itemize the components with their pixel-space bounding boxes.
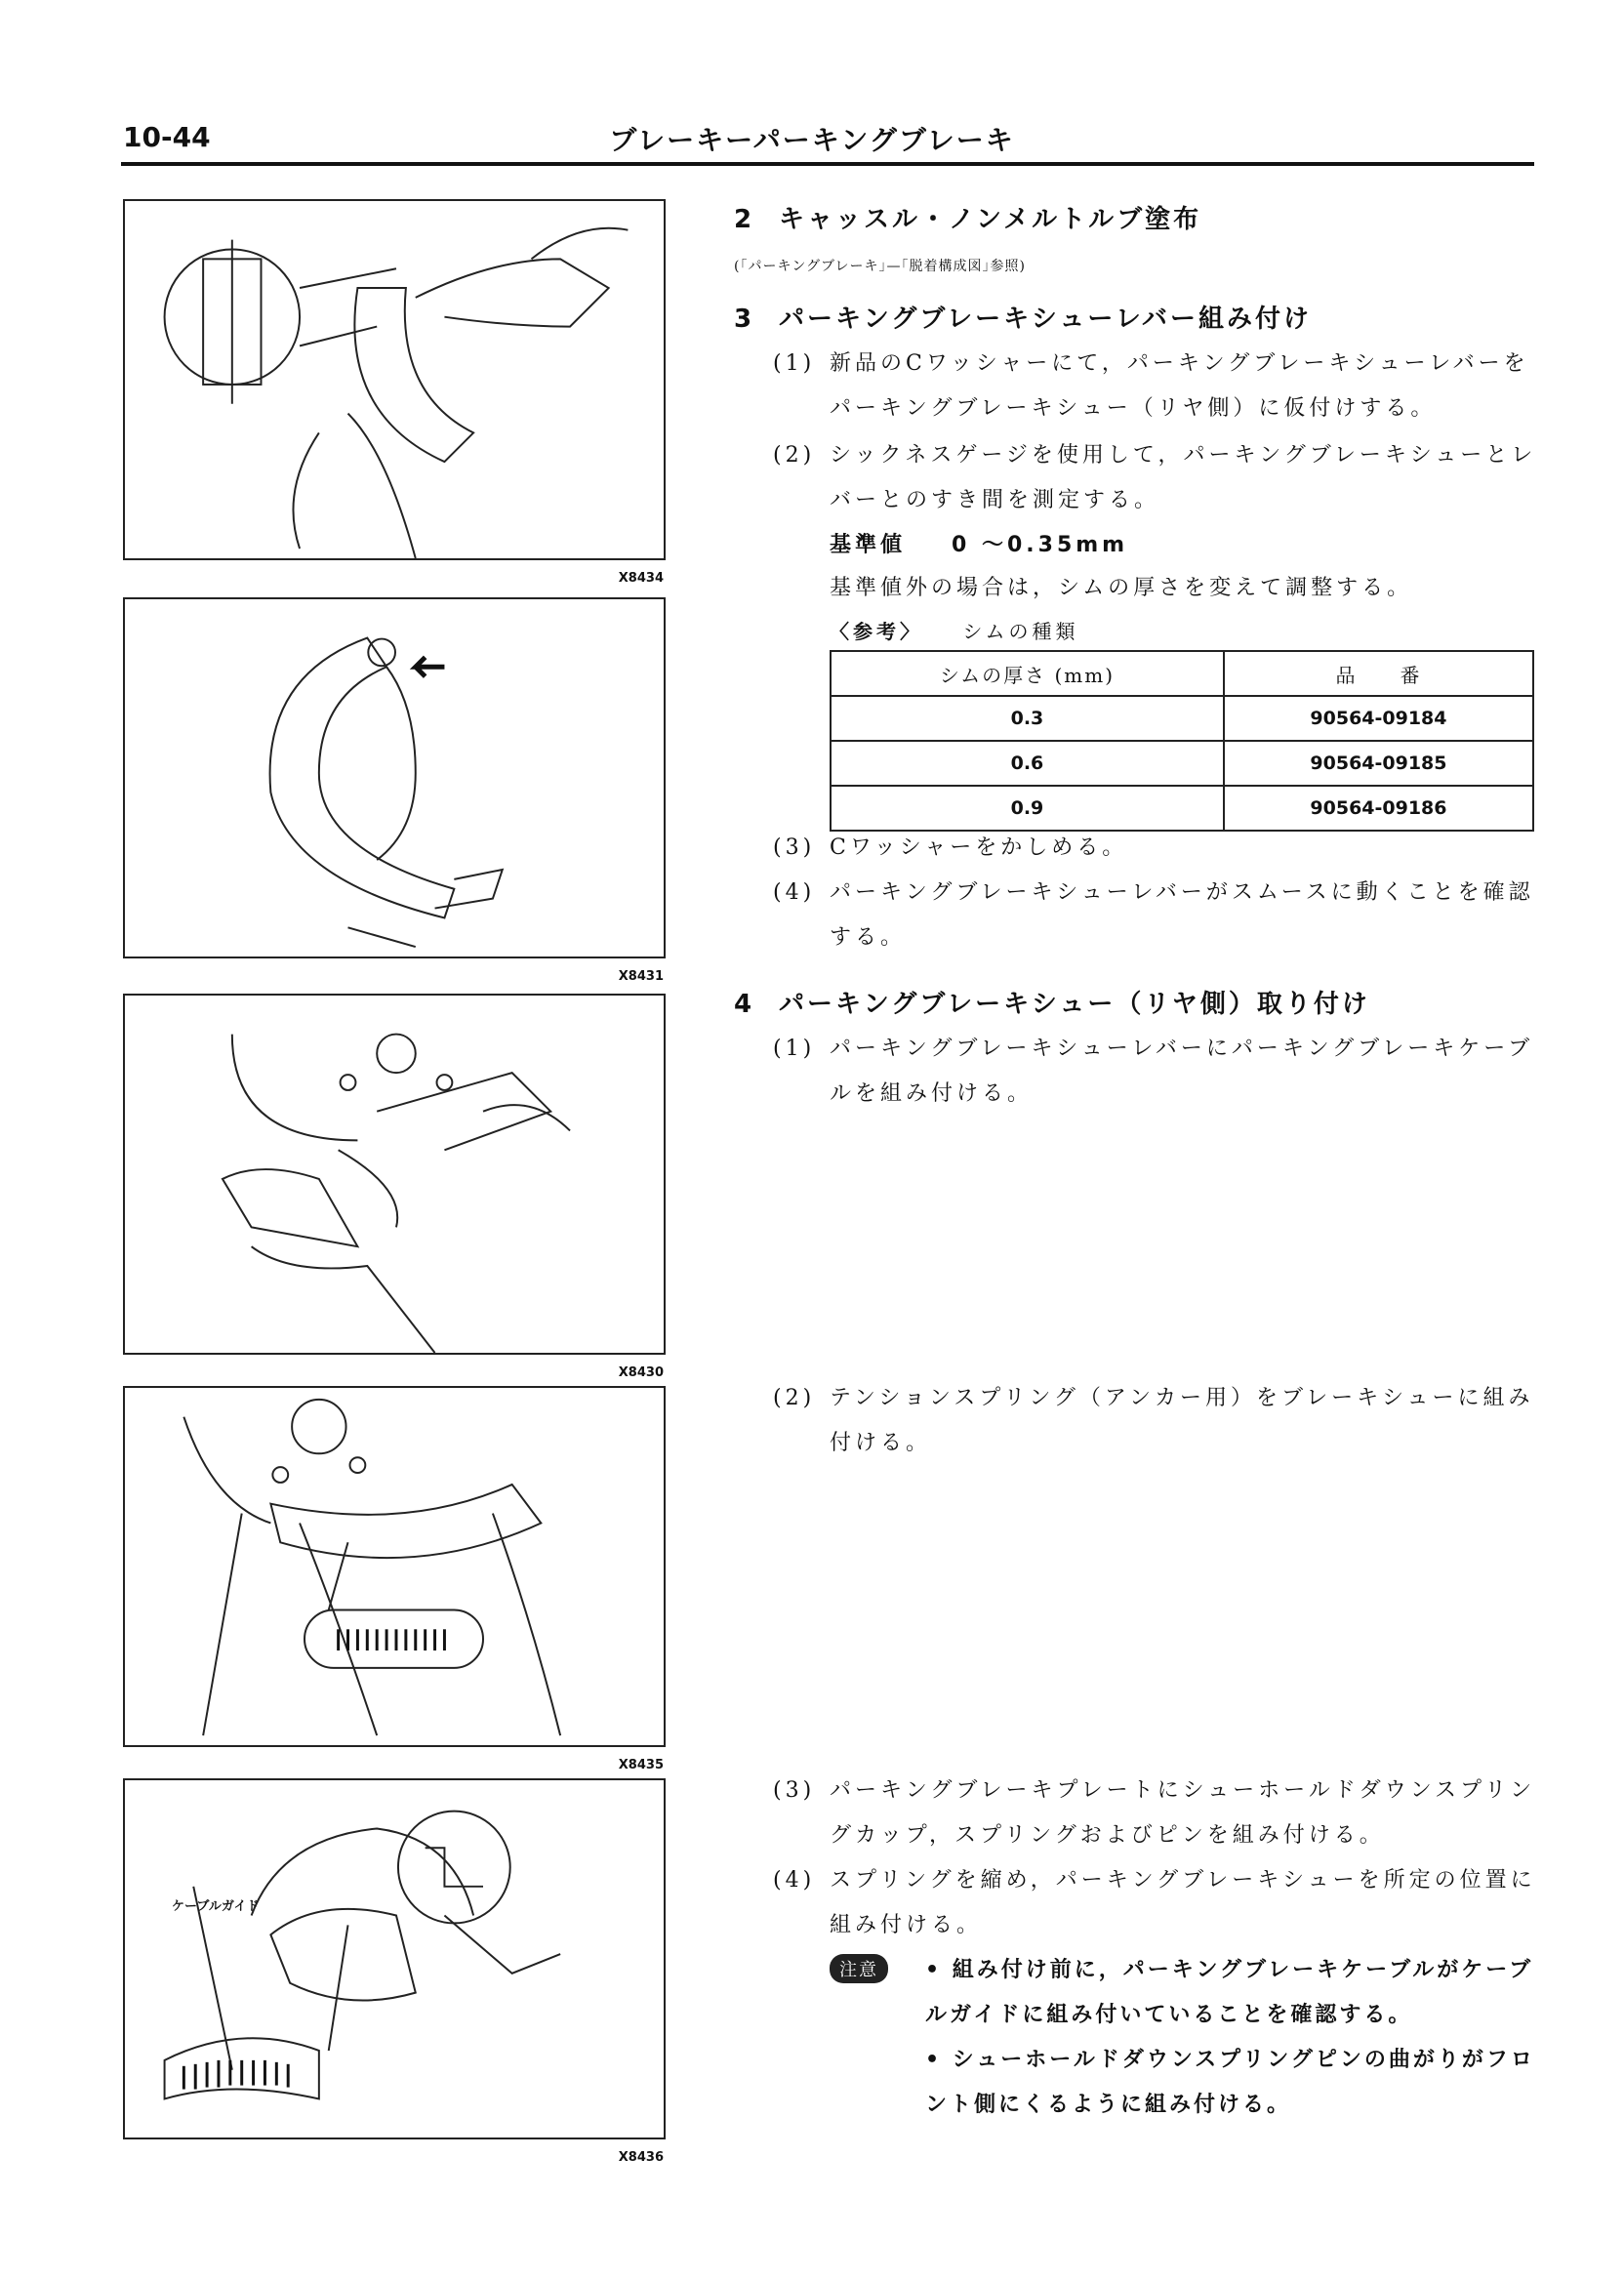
step3-heading: [734, 299, 1312, 335]
page-title: ブレーキーパーキングブレーキ: [609, 124, 1015, 156]
step3-title: パーキングブレーキシューレバー組み付け: [779, 305, 1313, 334]
step4-item-4: (4) スプリングを縮め，パーキングブレーキシューを所定の位置に組み付ける。: [773, 1868, 1536, 1937]
step4-heading: [734, 984, 1370, 1020]
step3-item-3: (3) Cワッシャーをかしめる。: [773, 835, 1128, 860]
adjust-text: 基準値外の場合は，シムの厚さを変えて調整する。: [830, 576, 1413, 600]
caution-badge: 注意: [830, 1954, 888, 1983]
table-cell: 0.6: [831, 741, 1224, 786]
step4-item-3: (3) パーキングブレーキプレートにシューホールドダウンスプリングカップ，スプリングおよびピンを組み付ける。: [773, 1778, 1536, 1848]
table-cell: 90564-09185: [1224, 741, 1533, 786]
step3-item-4: (4) パーキングブレーキシューレバーがスムースに動くことを確認する。: [773, 880, 1534, 950]
page-number: 10-44: [123, 121, 211, 153]
shim-table: [830, 650, 1534, 832]
figure-code: X8436: [618, 2150, 664, 2165]
illustration-thickness-gauge: [125, 201, 664, 558]
table-cell: 0.9: [831, 786, 1224, 831]
illustration-cable-hands: [125, 996, 664, 1353]
reference-text: シムの種類: [962, 620, 1079, 643]
step2-note: (｢パーキングブレーキ｣—｢脱着構成図｣参照): [734, 259, 1026, 274]
figure-code: X8435: [618, 1758, 664, 1772]
caution-bullet-2: • シューホールドダウンスプリングピンの曲がりがフロント側にくるように組み付ける。: [925, 2048, 1535, 2117]
illustration-holddown-spring: [125, 1780, 664, 2138]
step3-number: 3: [734, 305, 755, 334]
step4-number: 4: [734, 990, 755, 1019]
step3-item-1: (1) 新品のCワッシャーにて，パーキングブレーキシューレバーをパーキングブレーキシュー（リヤ側）に仮付けする。: [773, 351, 1529, 421]
caution-bullet-1: • 組み付け前に，パーキングブレーキケーブルがケーブルガイドに組み付いていることを確認する。: [925, 1958, 1534, 2027]
figure-tension-spring: [123, 1386, 666, 1772]
table-row: [831, 696, 1533, 741]
step2-number: 2: [734, 205, 755, 234]
standard-label: 基準値: [830, 533, 907, 557]
step2-title: キャッスル・ノンメルトルブ塗布: [779, 205, 1202, 234]
step4-title: パーキングブレーキシュー（リヤ側）取り付け: [779, 990, 1370, 1019]
standard-value: 0 ～0.35mm: [952, 533, 1129, 557]
figure-code: X8430: [618, 1365, 664, 1380]
table-cell: 90564-09184: [1224, 696, 1533, 741]
table-header-thickness: シムの厚さ (mm): [831, 651, 1224, 696]
figure-holddown-spring: [123, 1778, 666, 2165]
figure-code: X8431: [618, 969, 664, 984]
figure-shoe-lever: [123, 597, 666, 984]
standard-value-line: [830, 523, 1128, 568]
reference-line: [830, 609, 1079, 654]
illustration-tension-spring: [125, 1388, 664, 1745]
table-row: [831, 786, 1533, 831]
illustration-brake-shoe: [125, 599, 664, 957]
figure-code: X8434: [618, 571, 664, 586]
cable-guide-label: ケーブルガイド: [172, 1899, 260, 1914]
table-cell: 0.3: [831, 696, 1224, 741]
table-header-row: [831, 651, 1533, 696]
figure-cable-install: [123, 994, 666, 1380]
caution-badge-wrap: [830, 1954, 888, 1983]
table-header-part-number: 品 番: [1224, 651, 1533, 696]
reference-label: 〈参考〉: [830, 620, 923, 643]
step2-heading: [734, 199, 1201, 235]
step3-item-2: (2) シックネスゲージを使用して，パーキングブレーキシューとレバーとのすき間を測定する。: [773, 443, 1537, 512]
header-rule: [121, 162, 1534, 166]
table-row: [831, 741, 1533, 786]
step4-item-2: (2) テンションスプリング（アンカー用）をブレーキシューに組み付ける。: [773, 1386, 1534, 1455]
step4-item-1: (1) パーキングブレーキシューレバーにパーキングブレーキケーブルを組み付ける。: [773, 1037, 1534, 1106]
table-cell: 90564-09186: [1224, 786, 1533, 831]
figure-shoe-gauge: [123, 199, 666, 586]
